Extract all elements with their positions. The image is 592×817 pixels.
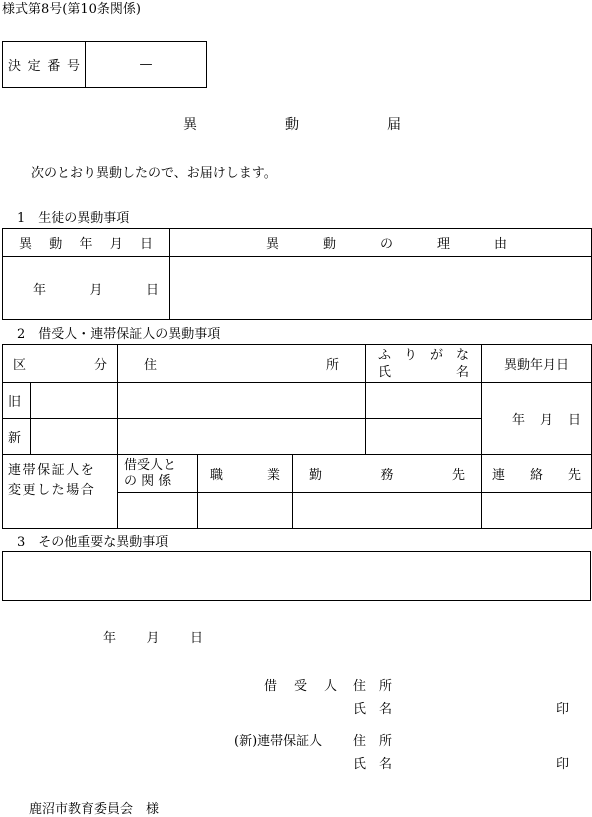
title-char: 動: [285, 117, 299, 133]
old-address-field[interactable]: [118, 383, 366, 419]
occupation-field[interactable]: [198, 493, 293, 529]
submit-date: 年 月 日: [103, 631, 203, 646]
title-char: 異: [183, 117, 197, 133]
borrower-label: 借 受 人: [264, 679, 337, 694]
col-change-date: 異動年月日: [482, 345, 592, 383]
col-change-reason: 異 動 の 理 由: [170, 229, 592, 257]
new-name-field[interactable]: [366, 419, 482, 455]
col-relation: 借受人と の 関 係: [118, 455, 198, 493]
new-address-field[interactable]: [118, 419, 366, 455]
intro-text: 次のとおり異動したので、お届けします。: [31, 166, 277, 181]
decision-number-table: [2, 41, 207, 88]
col-occupation: 職 業: [198, 455, 293, 493]
relation-field[interactable]: [118, 493, 198, 529]
guarantor-address-label: 住 所: [353, 734, 393, 749]
col-workplace: 勤 務 先: [293, 455, 482, 493]
title-char: 届: [387, 117, 401, 133]
other-changes-field[interactable]: [2, 551, 591, 601]
row-new-label: 新: [3, 419, 31, 455]
col-kubun: 区 分: [3, 345, 118, 383]
guarantor-label: (新)連帯保証人: [234, 734, 323, 749]
recipient: 鹿沼市教育委員会 様: [29, 802, 160, 817]
col-address: 住 所: [118, 345, 366, 383]
col-change-date: 異 動 年 月 日: [3, 229, 170, 257]
borrower-name-label: 氏 名: [353, 702, 393, 717]
guarantor-change-table: [2, 344, 592, 529]
section3-heading: 3 その他重要な異動事項: [17, 535, 169, 550]
borrower-address-label: 住 所: [353, 679, 393, 694]
form-id: 様式第8号(第10条関係): [2, 2, 141, 17]
decision-number-label: 決 定 番 号: [3, 42, 86, 88]
col-furigana-name: ふ り が な 氏 名: [366, 345, 482, 383]
student-change-table: [2, 228, 592, 320]
section2-heading: 2 借受人・連帯保証人の異動事項: [17, 327, 221, 342]
old-name-field[interactable]: [366, 383, 482, 419]
borrower-seal: 印: [556, 702, 570, 717]
decision-number-value: —: [86, 42, 207, 88]
page-title: [183, 114, 401, 134]
col-contact: 連 絡 先: [482, 455, 592, 493]
row-old-label: 旧: [3, 383, 31, 419]
guarantor-name-label: 氏 名: [353, 757, 393, 772]
workplace-field[interactable]: [293, 493, 482, 529]
change-date-field[interactable]: 年 月 日: [482, 383, 592, 455]
new-kubun-field[interactable]: [31, 419, 118, 455]
student-reason-field[interactable]: [170, 257, 592, 320]
guarantor-change-label: 連帯保証人を 変更した場合: [3, 455, 118, 529]
old-kubun-field[interactable]: [31, 383, 118, 419]
guarantor-seal: 印: [556, 757, 570, 772]
contact-field[interactable]: [482, 493, 592, 529]
section1-heading: 1 生徒の異動事項: [17, 211, 130, 226]
student-date-field[interactable]: 年 月 日: [3, 257, 170, 320]
